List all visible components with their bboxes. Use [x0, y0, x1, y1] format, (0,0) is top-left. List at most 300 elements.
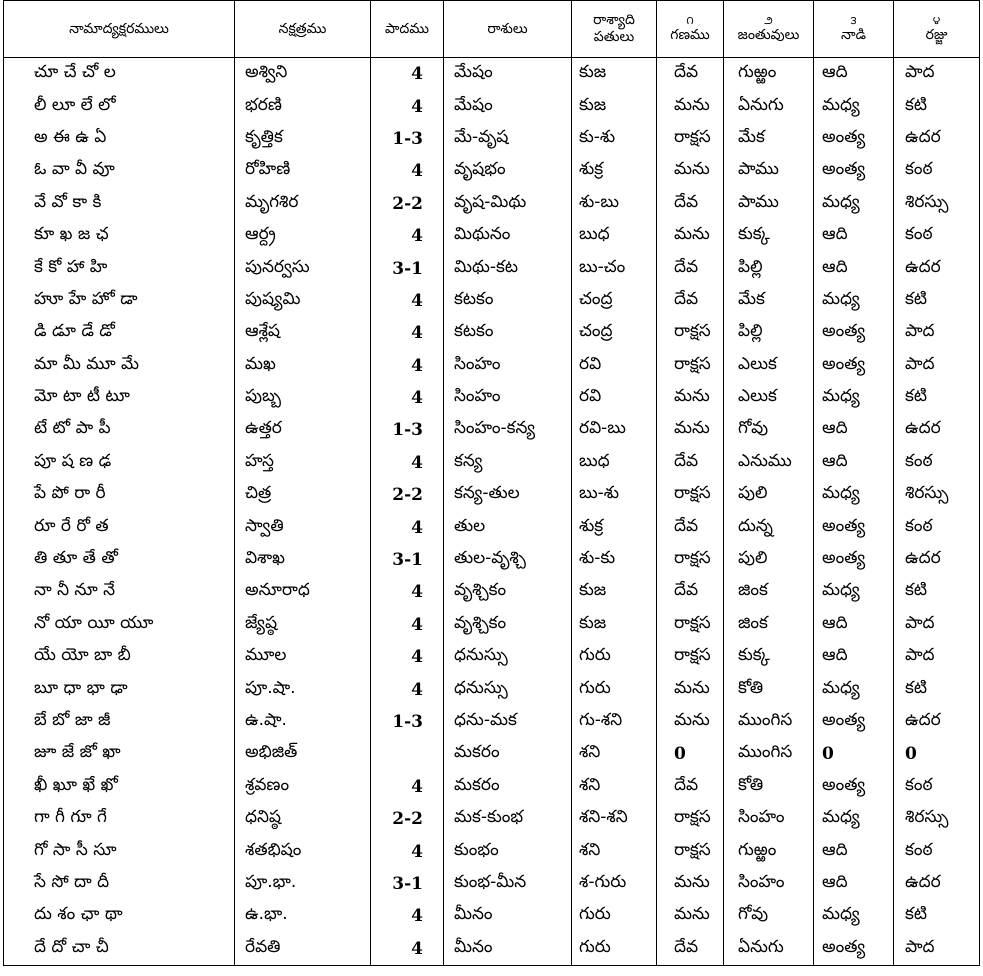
- rasi-lord-cell: బుధ: [572, 220, 657, 252]
- rasi-cell: కటకం: [444, 285, 572, 317]
- gana-cell: రాక్షస: [657, 609, 724, 641]
- nadi-cell: అంత్య: [814, 933, 894, 966]
- table-row: [4, 350, 980, 382]
- rasi-cell: కటకం: [444, 317, 572, 349]
- pada-cell: [371, 738, 444, 770]
- rajju-cell: కటి: [894, 285, 980, 317]
- gana-cell: దేవ: [657, 771, 724, 803]
- header-rajju-label: రజ్జు: [925, 27, 948, 43]
- nadi-cell: మధ్య: [814, 382, 894, 414]
- table-body: [4, 58, 980, 966]
- nakshatra-cell: మృగశిర: [235, 188, 371, 220]
- rasi-cell: మే-వృష: [444, 123, 572, 155]
- rajju-cell: కటి: [894, 576, 980, 608]
- pada-cell: 4: [371, 285, 444, 317]
- nadi-cell: మధ్య: [814, 479, 894, 511]
- animal-cell: పులి: [724, 479, 814, 511]
- pada-cell: 3-1: [371, 868, 444, 900]
- table-row: [4, 706, 980, 738]
- animal-cell: సింహం: [724, 803, 814, 835]
- rajju-cell: పాద: [894, 641, 980, 673]
- animal-cell: జింక: [724, 609, 814, 641]
- name-syllables-cell: ఓ వా వీ వూ: [4, 155, 235, 187]
- table-row: [4, 609, 980, 641]
- name-syllables-cell: పే పో రా రీ: [4, 479, 235, 511]
- rasi-lord-cell: గురు: [572, 641, 657, 673]
- name-syllables-cell: నా నీ నూ నే: [4, 576, 235, 608]
- nakshatra-cell: మూల: [235, 641, 371, 673]
- table-row: [4, 155, 980, 187]
- rajju-cell: శిరస్సు: [894, 479, 980, 511]
- nakshatra-cell: అభిజిత్: [235, 738, 371, 770]
- nakshatra-cell: ఆర్ద్ర: [235, 220, 371, 252]
- rasi-cell: తుల-వృశ్చి: [444, 544, 572, 576]
- nadi-cell: ఆది: [814, 447, 894, 479]
- header-row: [4, 1, 980, 58]
- rasi-lord-cell: శుక్ర: [572, 511, 657, 543]
- animal-cell: పిల్లి: [724, 317, 814, 349]
- animal-cell: ఎలుక: [724, 350, 814, 382]
- nadi-cell: అంత్య: [814, 511, 894, 543]
- gana-cell: దేవ: [657, 933, 724, 966]
- header-animal-label: జంతువులు: [737, 27, 800, 43]
- table-header: [4, 1, 980, 58]
- header-name-syllables: నామాద్యక్షరములు: [4, 1, 235, 58]
- nakshatra-cell: భరణి: [235, 90, 371, 122]
- rajju-cell: ఉదర: [894, 706, 980, 738]
- name-syllables-cell: దే దో చా చీ: [4, 933, 235, 966]
- gana-cell: రాక్షస: [657, 544, 724, 576]
- pada-cell: 2-2: [371, 803, 444, 835]
- gana-cell: దేవ: [657, 447, 724, 479]
- table-row: [4, 738, 980, 770]
- table-row: [4, 447, 980, 479]
- nadi-cell: మధ్య: [814, 90, 894, 122]
- pada-cell: 4: [371, 900, 444, 932]
- name-syllables-cell: జూ జే జో ఖా: [4, 738, 235, 770]
- pada-cell: 4: [371, 511, 444, 543]
- name-syllables-cell: లీ లూ లే లో: [4, 90, 235, 122]
- pada-cell: 4: [371, 576, 444, 608]
- rasi-lord-cell: బు-శు: [572, 479, 657, 511]
- nadi-cell: అంత్య: [814, 317, 894, 349]
- nakshatra-cell: పునర్వసు: [235, 252, 371, 284]
- rajju-cell: ఉదర: [894, 252, 980, 284]
- nakshatra-cell: పూ.షా.: [235, 673, 371, 705]
- header-rajju-number: ౪: [932, 14, 941, 27]
- table-row: [4, 868, 980, 900]
- gana-cell: రాక్షస: [657, 479, 724, 511]
- header-rasi-lords: [572, 1, 657, 58]
- rajju-cell: కటి: [894, 673, 980, 705]
- pada-cell: 4: [371, 641, 444, 673]
- table-row: [4, 414, 980, 446]
- rasi-cell: మిథు-కట: [444, 252, 572, 284]
- name-syllables-cell: మా మీ మూ మే: [4, 350, 235, 382]
- rasi-cell: కన్య: [444, 447, 572, 479]
- header-rasi-lords-line2: పతులు: [593, 29, 635, 45]
- nakshatra-cell: రోహిణి: [235, 155, 371, 187]
- nadi-cell: ఆది: [814, 252, 894, 284]
- rajju-cell: ఉదర: [894, 868, 980, 900]
- gana-cell: మను: [657, 155, 724, 187]
- name-syllables-cell: దు శం ఛా థా: [4, 900, 235, 932]
- pada-cell: 2-2: [371, 479, 444, 511]
- name-syllables-cell: గో సా సీ సూ: [4, 835, 235, 867]
- name-syllables-cell: అ ఈ ఉ ఏ: [4, 123, 235, 155]
- rasi-cell: సింహం: [444, 382, 572, 414]
- name-syllables-cell: రూ రే రో త: [4, 511, 235, 543]
- pada-cell: 3-1: [371, 544, 444, 576]
- pada-cell: 4: [371, 835, 444, 867]
- pada-cell: 4: [371, 771, 444, 803]
- nakshatra-cell: కృత్తిక: [235, 123, 371, 155]
- header-gana: [657, 1, 724, 58]
- animal-cell: సింహం: [724, 868, 814, 900]
- animal-cell: ముంగిస: [724, 738, 814, 770]
- table-row: [4, 803, 980, 835]
- gana-cell: రాక్షస: [657, 317, 724, 349]
- gana-cell: దేవ: [657, 511, 724, 543]
- rajju-cell: పాద: [894, 609, 980, 641]
- gana-cell: మను: [657, 673, 724, 705]
- name-syllables-cell: ఖీ ఖూ ఖే ఖో: [4, 771, 235, 803]
- gana-cell: మను: [657, 382, 724, 414]
- pada-cell: 4: [371, 155, 444, 187]
- nakshatra-table: [3, 0, 980, 966]
- animal-cell: మేక: [724, 285, 814, 317]
- pada-cell: 4: [371, 90, 444, 122]
- nadi-cell: ఆది: [814, 414, 894, 446]
- animal-cell: ఎలుక: [724, 382, 814, 414]
- nadi-cell: మధ్య: [814, 900, 894, 932]
- rasi-cell: మేషం: [444, 90, 572, 122]
- nakshatra-cell: అశ్విని: [235, 58, 371, 91]
- pada-cell: 4: [371, 933, 444, 966]
- table-row: [4, 317, 980, 349]
- rasi-lord-cell: శు-కు: [572, 544, 657, 576]
- rasi-lord-cell: రవి: [572, 382, 657, 414]
- name-syllables-cell: యే యో బా బీ: [4, 641, 235, 673]
- rasi-cell: ధనుస్సు: [444, 673, 572, 705]
- name-syllables-cell: గా గీ గూ గే: [4, 803, 235, 835]
- table-row: [4, 544, 980, 576]
- animal-cell: ఎనుము: [724, 447, 814, 479]
- rasi-lord-cell: రవి: [572, 350, 657, 382]
- rasi-cell: సింహం-కన్య: [444, 414, 572, 446]
- rasi-lord-cell: బు-చం: [572, 252, 657, 284]
- pada-cell: 1-3: [371, 123, 444, 155]
- rajju-cell: ఉదర: [894, 414, 980, 446]
- rasi-lord-cell: కుజ: [572, 609, 657, 641]
- rasi-cell: కుంభం: [444, 835, 572, 867]
- name-syllables-cell: పూ ష ణ ఢ: [4, 447, 235, 479]
- header-animal: [724, 1, 814, 58]
- rasi-cell: ధనుస్సు: [444, 641, 572, 673]
- nadi-cell: ఆది: [814, 609, 894, 641]
- rasi-lord-cell: గు-శని: [572, 706, 657, 738]
- header-animal-number: ౨: [764, 14, 773, 27]
- nakshatra-cell: శ్రవణం: [235, 771, 371, 803]
- gana-cell: దేవ: [657, 188, 724, 220]
- animal-cell: ముంగిస: [724, 706, 814, 738]
- name-syllables-cell: హూ హే హో డా: [4, 285, 235, 317]
- gana-cell: రాక్షస: [657, 803, 724, 835]
- rajju-cell: ఉదర: [894, 123, 980, 155]
- nadi-cell: అంత్య: [814, 155, 894, 187]
- nakshatra-cell: రేవతి: [235, 933, 371, 966]
- rasi-cell: వృశ్చికం: [444, 576, 572, 608]
- pada-cell: 3-1: [371, 252, 444, 284]
- table-row: [4, 220, 980, 252]
- rasi-lord-cell: శని-శని: [572, 803, 657, 835]
- pada-cell: 1-3: [371, 706, 444, 738]
- table-row: [4, 382, 980, 414]
- pada-cell: 4: [371, 447, 444, 479]
- header-rasi-lords-line1: రాశ్యాది: [593, 12, 635, 28]
- nakshatra-cell: పుబ్బ: [235, 382, 371, 414]
- rasi-lord-cell: రవి-బు: [572, 414, 657, 446]
- rajju-cell: పాద: [894, 58, 980, 91]
- gana-cell: దేవ: [657, 576, 724, 608]
- nadi-cell: ఆది: [814, 868, 894, 900]
- rajju-cell: కంఠ: [894, 155, 980, 187]
- rajju-cell: కంఠ: [894, 220, 980, 252]
- rasi-cell: ధను-మక: [444, 706, 572, 738]
- name-syllables-cell: టే టో పా పీ: [4, 414, 235, 446]
- rasi-lord-cell: చంద్ర: [572, 317, 657, 349]
- rajju-cell: ఉదర: [894, 544, 980, 576]
- nakshatra-cell: స్వాతి: [235, 511, 371, 543]
- rasi-cell: మకరం: [444, 738, 572, 770]
- rasi-lord-cell: శు-బు: [572, 188, 657, 220]
- header-gana-number: ౧: [686, 14, 694, 27]
- table-row: [4, 188, 980, 220]
- nadi-cell: అంత్య: [814, 544, 894, 576]
- animal-cell: కోతి: [724, 673, 814, 705]
- name-syllables-cell: బూ ధా భా ఢా: [4, 673, 235, 705]
- pada-cell: 4: [371, 220, 444, 252]
- rajju-cell: కంఠ: [894, 511, 980, 543]
- rasi-cell: మక-కుంభ: [444, 803, 572, 835]
- gana-cell: మను: [657, 706, 724, 738]
- animal-cell: గుఱ్ఱం: [724, 835, 814, 867]
- rasi-lord-cell: బుధ: [572, 447, 657, 479]
- rasi-lord-cell: కుజ: [572, 58, 657, 91]
- pada-cell: 4: [371, 58, 444, 91]
- nadi-cell: మధ్య: [814, 188, 894, 220]
- nakshatra-cell: ఉ.భా.: [235, 900, 371, 932]
- animal-cell: పులి: [724, 544, 814, 576]
- header-nadi-number: ౩: [850, 14, 857, 27]
- gana-cell: రాక్షస: [657, 350, 724, 382]
- nakshatra-cell: ఉత్తర: [235, 414, 371, 446]
- nadi-cell: ఆది: [814, 641, 894, 673]
- gana-cell: రాక్షస: [657, 641, 724, 673]
- rasi-cell: మీనం: [444, 933, 572, 966]
- nadi-cell: ఆది: [814, 220, 894, 252]
- nadi-cell: ఆది: [814, 835, 894, 867]
- name-syllables-cell: కూ ఖ జ ఛ: [4, 220, 235, 252]
- nadi-cell: అంత్య: [814, 350, 894, 382]
- animal-cell: ఏనుగు: [724, 90, 814, 122]
- header-nadi-label: నాడి: [841, 27, 866, 43]
- animal-cell: జింక: [724, 576, 814, 608]
- rajju-cell: కటి: [894, 90, 980, 122]
- table-row: [4, 252, 980, 284]
- nadi-cell: అంత్య: [814, 706, 894, 738]
- name-syllables-cell: తి తూ తే తో: [4, 544, 235, 576]
- nadi-cell: మధ్య: [814, 285, 894, 317]
- table-row: [4, 576, 980, 608]
- animal-cell: పాము: [724, 188, 814, 220]
- nakshatra-cell: జ్యేష్ఠ: [235, 609, 371, 641]
- rasi-lord-cell: శుక్ర: [572, 155, 657, 187]
- rasi-cell: వృషభం: [444, 155, 572, 187]
- gana-cell: మను: [657, 220, 724, 252]
- gana-cell: దేవ: [657, 285, 724, 317]
- header-nadi: [814, 1, 894, 58]
- table-row: [4, 933, 980, 966]
- header-pada: పాదము: [371, 1, 444, 58]
- table-row: [4, 90, 980, 122]
- table-row: [4, 123, 980, 155]
- rasi-cell: కన్య-తుల: [444, 479, 572, 511]
- animal-cell: కోతి: [724, 771, 814, 803]
- animal-cell: మేక: [724, 123, 814, 155]
- rajju-cell: కటి: [894, 382, 980, 414]
- name-syllables-cell: బే బో జా జీ: [4, 706, 235, 738]
- header-nakshatra: నక్షత్రము: [235, 1, 371, 58]
- rasi-cell: వృశ్చికం: [444, 609, 572, 641]
- animal-cell: గోవు: [724, 900, 814, 932]
- gana-cell: రాక్షస: [657, 835, 724, 867]
- rasi-lord-cell: శని: [572, 738, 657, 770]
- rasi-cell: సింహం: [444, 350, 572, 382]
- rajju-cell: కటి: [894, 900, 980, 932]
- table-row: [4, 479, 980, 511]
- rajju-cell: పాద: [894, 933, 980, 966]
- rasi-cell: వృష-మిథు: [444, 188, 572, 220]
- nadi-cell: మధ్య: [814, 673, 894, 705]
- rasi-lord-cell: గురు: [572, 673, 657, 705]
- name-syllables-cell: చూ చే చో ల: [4, 58, 235, 91]
- nakshatra-cell: శతభిషం: [235, 835, 371, 867]
- animal-cell: దున్న: [724, 511, 814, 543]
- nadi-cell: మధ్య: [814, 576, 894, 608]
- rasi-lord-cell: శని: [572, 835, 657, 867]
- nadi-cell: అంత్య: [814, 771, 894, 803]
- rasi-lord-cell: శ-గురు: [572, 868, 657, 900]
- gana-cell: మను: [657, 900, 724, 932]
- name-syllables-cell: సే సో దా దీ: [4, 868, 235, 900]
- name-syllables-cell: కే కో హా హి: [4, 252, 235, 284]
- name-syllables-cell: మో టా టీ టూ: [4, 382, 235, 414]
- rajju-cell: పాద: [894, 317, 980, 349]
- pada-cell: 4: [371, 609, 444, 641]
- rasi-cell: తుల: [444, 511, 572, 543]
- nadi-cell: మధ్య: [814, 803, 894, 835]
- gana-cell: మను: [657, 868, 724, 900]
- rajju-cell: శిరస్సు: [894, 803, 980, 835]
- nakshatra-table-sheet: [3, 0, 979, 976]
- rajju-cell: కంఠ: [894, 835, 980, 867]
- rasi-lord-cell: కు-శు: [572, 123, 657, 155]
- pada-cell: 4: [371, 350, 444, 382]
- name-syllables-cell: డి డూ డే డో: [4, 317, 235, 349]
- header-gana-label: గణము: [670, 27, 710, 43]
- nadi-cell: ఆది: [814, 58, 894, 91]
- table-row: [4, 673, 980, 705]
- table-row: [4, 641, 980, 673]
- nakshatra-cell: అనూరాధ: [235, 576, 371, 608]
- header-rajju: [894, 1, 980, 58]
- name-syllables-cell: వే వో కా కి: [4, 188, 235, 220]
- nakshatra-cell: మఖ: [235, 350, 371, 382]
- gana-cell: మను: [657, 90, 724, 122]
- nadi-cell: అంత్య: [814, 123, 894, 155]
- rasi-lord-cell: కుజ: [572, 90, 657, 122]
- rasi-cell: కుంభ-మీన: [444, 868, 572, 900]
- rasi-lord-cell: చంద్ర: [572, 285, 657, 317]
- rasi-lord-cell: గురు: [572, 900, 657, 932]
- name-syllables-cell: నో యా యీ యూ: [4, 609, 235, 641]
- gana-cell: రాక్షస: [657, 123, 724, 155]
- rasi-lord-cell: శని: [572, 771, 657, 803]
- animal-cell: ఏనుగు: [724, 933, 814, 966]
- rajju-cell: 0: [894, 738, 980, 770]
- pada-cell: 1-3: [371, 414, 444, 446]
- rajju-cell: శిరస్సు: [894, 188, 980, 220]
- rasi-cell: మిథునం: [444, 220, 572, 252]
- nakshatra-cell: విశాఖ: [235, 544, 371, 576]
- gana-cell: దేవ: [657, 58, 724, 91]
- gana-cell: దేవ: [657, 252, 724, 284]
- rasi-cell: మేషం: [444, 58, 572, 91]
- nakshatra-cell: హస్త: [235, 447, 371, 479]
- gana-cell: 0: [657, 738, 724, 770]
- rasi-lord-cell: కుజ: [572, 576, 657, 608]
- table-row: [4, 285, 980, 317]
- table-row: [4, 771, 980, 803]
- table-row: [4, 58, 980, 91]
- rasi-lord-cell: గురు: [572, 933, 657, 966]
- rajju-cell: కంఠ: [894, 447, 980, 479]
- table-row: [4, 900, 980, 932]
- animal-cell: కుక్క: [724, 641, 814, 673]
- rajju-cell: కంఠ: [894, 771, 980, 803]
- table-row: [4, 835, 980, 867]
- header-rasi: రాశులు: [444, 1, 572, 58]
- nakshatra-cell: చిత్ర: [235, 479, 371, 511]
- animal-cell: గుఱ్ఱం: [724, 58, 814, 91]
- pada-cell: 2-2: [371, 188, 444, 220]
- nakshatra-cell: ఆశ్లేష: [235, 317, 371, 349]
- pada-cell: 4: [371, 382, 444, 414]
- nakshatra-cell: పుష్యమి: [235, 285, 371, 317]
- nakshatra-cell: ఉ.షా.: [235, 706, 371, 738]
- animal-cell: గోవు: [724, 414, 814, 446]
- nakshatra-cell: ధనిష్ఠ: [235, 803, 371, 835]
- rasi-cell: మకరం: [444, 771, 572, 803]
- nadi-cell: 0: [814, 738, 894, 770]
- animal-cell: కుక్క: [724, 220, 814, 252]
- gana-cell: మను: [657, 414, 724, 446]
- rasi-cell: మీనం: [444, 900, 572, 932]
- pada-cell: 4: [371, 317, 444, 349]
- table-row: [4, 511, 980, 543]
- animal-cell: పిల్లి: [724, 252, 814, 284]
